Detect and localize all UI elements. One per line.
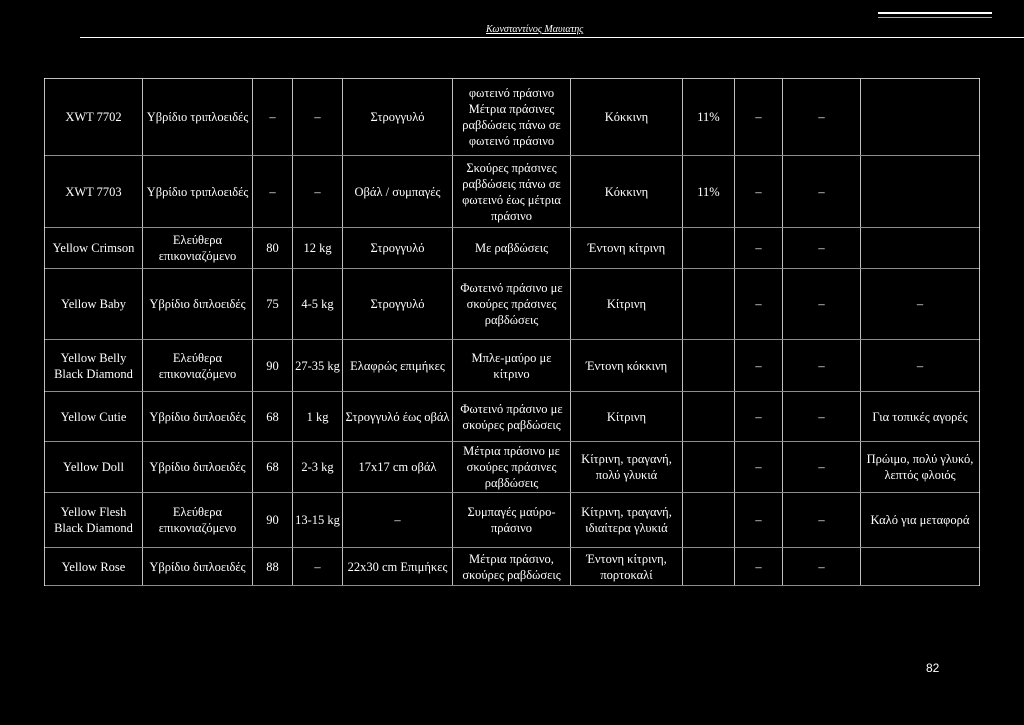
cell-sugar xyxy=(683,493,735,548)
table-body xyxy=(45,79,980,586)
cell-variety-name: Yellow Baby xyxy=(45,269,143,340)
cell-shape: Στρογγυλό xyxy=(343,79,453,156)
cell-type: Υβρίδιο διπλοειδές xyxy=(143,442,253,493)
cell-col-10: – xyxy=(783,79,861,156)
cell-col-10: – xyxy=(783,548,861,586)
cell-type: Ελεύθερα επικονιαζόμενο xyxy=(143,340,253,392)
cell-weight: 13-15 kg xyxy=(293,493,343,548)
author-header: Κωνσταντίνος Μαυιατης xyxy=(486,24,584,35)
cell-flesh: Κίτρινη, τραγανή, ιδιαίτερα γλυκιά xyxy=(571,493,683,548)
cell-col-10: – xyxy=(783,340,861,392)
cell-days: 75 xyxy=(253,269,293,340)
table-row xyxy=(45,156,980,228)
cell-col-9: – xyxy=(735,156,783,228)
cell-variety-name: XWT 7703 xyxy=(45,156,143,228)
cell-weight: 12 kg xyxy=(293,228,343,269)
cell-sugar: 11% xyxy=(683,156,735,228)
cell-notes: Καλό για μεταφορά xyxy=(861,493,980,548)
cell-days: 80 xyxy=(253,228,293,269)
cell-sugar xyxy=(683,269,735,340)
table-row xyxy=(45,340,980,392)
cell-flesh: Κόκκινη xyxy=(571,79,683,156)
cell-flesh: Έντονη κίτρινη, πορτοκαλί xyxy=(571,548,683,586)
cell-weight: 4-5 kg xyxy=(293,269,343,340)
cell-col-9: – xyxy=(735,228,783,269)
cell-col-9: – xyxy=(735,269,783,340)
cell-weight: 27-35 kg xyxy=(293,340,343,392)
cell-rind: Με ραβδώσεις xyxy=(453,228,571,269)
cell-flesh: Έντονη κίτρινη xyxy=(571,228,683,269)
cell-shape: Στρογγυλό xyxy=(343,228,453,269)
cell-weight: – xyxy=(293,156,343,228)
cell-notes xyxy=(861,548,980,586)
cell-notes xyxy=(861,79,980,156)
cell-variety-name: Yellow Rose xyxy=(45,548,143,586)
cell-sugar xyxy=(683,228,735,269)
cell-col-9: – xyxy=(735,442,783,493)
cell-rind: φωτεινό πράσινο Μέτρια πράσινες ραβδώσεις πάνω σε φωτεινό πράσινο xyxy=(453,79,571,156)
top-rule-thick xyxy=(878,12,992,14)
cell-days: – xyxy=(253,156,293,228)
cell-shape: Οβάλ / συμπαγές xyxy=(343,156,453,228)
cell-type: Υβρίδιο διπλοειδές xyxy=(143,548,253,586)
cell-variety-name: XWT 7702 xyxy=(45,79,143,156)
cell-type: Υβρίδιο τριπλοειδές xyxy=(143,156,253,228)
cell-notes: Πρώιμο, πολύ γλυκό, λεπτός φλοιός xyxy=(861,442,980,493)
cell-shape: Στρογγυλό xyxy=(343,269,453,340)
cell-flesh: Κόκκινη xyxy=(571,156,683,228)
varieties-table xyxy=(44,78,980,586)
cell-col-10: – xyxy=(783,269,861,340)
cell-weight: 2-3 kg xyxy=(293,442,343,493)
header-line xyxy=(80,37,1024,38)
cell-notes: Για τοπικές αγορές xyxy=(861,392,980,442)
cell-rind: Μέτρια πράσινο, σκούρες ραβδώσεις xyxy=(453,548,571,586)
cell-weight: – xyxy=(293,548,343,586)
cell-col-9: – xyxy=(735,548,783,586)
table-row xyxy=(45,228,980,269)
cell-col-10: – xyxy=(783,228,861,269)
cell-col-9: – xyxy=(735,392,783,442)
cell-days: 90 xyxy=(253,493,293,548)
table-row xyxy=(45,269,980,340)
cell-col-10: – xyxy=(783,493,861,548)
cell-notes: – xyxy=(861,340,980,392)
table-row xyxy=(45,79,980,156)
cell-variety-name: Yellow Doll xyxy=(45,442,143,493)
cell-sugar: 11% xyxy=(683,79,735,156)
table-row xyxy=(45,548,980,586)
top-rule-thin xyxy=(878,17,992,18)
page-number: 82 xyxy=(926,661,940,675)
cell-variety-name: Yellow Belly Black Diamond xyxy=(45,340,143,392)
cell-col-10: – xyxy=(783,156,861,228)
table-row xyxy=(45,493,980,548)
cell-shape: Ελαφρώς επιμήκες xyxy=(343,340,453,392)
cell-notes xyxy=(861,156,980,228)
cell-rind: Σκούρες πράσινες ραβδώσεις πάνω σε φωτεινό έως μέτρια πράσινο xyxy=(453,156,571,228)
cell-col-9: – xyxy=(735,340,783,392)
cell-type: Υβρίδιο διπλοειδές xyxy=(143,392,253,442)
cell-flesh: Έντονη κόκκινη xyxy=(571,340,683,392)
cell-type: Ελεύθερα επικονιαζόμενο xyxy=(143,493,253,548)
cell-col-9: – xyxy=(735,493,783,548)
cell-rind: Μπλε-μαύρο με κίτρινο xyxy=(453,340,571,392)
cell-rind: Μέτρια πράσινο με σκούρες πράσινες ραβδώσεις xyxy=(453,442,571,493)
cell-type: Υβρίδιο τριπλοειδές xyxy=(143,79,253,156)
cell-rind: Φωτεινό πράσινο με σκούρες πράσινες ραβδώσεις xyxy=(453,269,571,340)
cell-notes xyxy=(861,228,980,269)
cell-shape: 22x30 cm Επιμήκες xyxy=(343,548,453,586)
cell-type: Ελεύθερα επικονιαζόμενο xyxy=(143,228,253,269)
cell-col-10: – xyxy=(783,392,861,442)
cell-days: 90 xyxy=(253,340,293,392)
cell-days: – xyxy=(253,79,293,156)
cell-rind: Φωτεινό πράσινο με σκούρες ραβδώσεις xyxy=(453,392,571,442)
cell-weight: 1 kg xyxy=(293,392,343,442)
cell-col-10: – xyxy=(783,442,861,493)
cell-type: Υβρίδιο διπλοειδές xyxy=(143,269,253,340)
cell-flesh: Κίτρινη, τραγανή, πολύ γλυκιά xyxy=(571,442,683,493)
cell-variety-name: Yellow Cutie xyxy=(45,392,143,442)
cell-col-9: – xyxy=(735,79,783,156)
table-row xyxy=(45,442,980,493)
table-row xyxy=(45,392,980,442)
cell-flesh: Κίτρινη xyxy=(571,269,683,340)
cell-sugar xyxy=(683,442,735,493)
cell-weight: – xyxy=(293,79,343,156)
cell-sugar xyxy=(683,340,735,392)
cell-rind: Συμπαγές μαύρο-πράσινο xyxy=(453,493,571,548)
cell-days: 88 xyxy=(253,548,293,586)
cell-sugar xyxy=(683,392,735,442)
cell-days: 68 xyxy=(253,442,293,493)
cell-flesh: Κίτρινη xyxy=(571,392,683,442)
cell-shape: 17x17 cm οβάλ xyxy=(343,442,453,493)
cell-variety-name: Yellow Crimson xyxy=(45,228,143,269)
cell-shape: Στρογγυλό έως οβάλ xyxy=(343,392,453,442)
cell-days: 68 xyxy=(253,392,293,442)
cell-variety-name: Yellow Flesh Black Diamond xyxy=(45,493,143,548)
cell-shape: – xyxy=(343,493,453,548)
cell-sugar xyxy=(683,548,735,586)
cell-notes: – xyxy=(861,269,980,340)
